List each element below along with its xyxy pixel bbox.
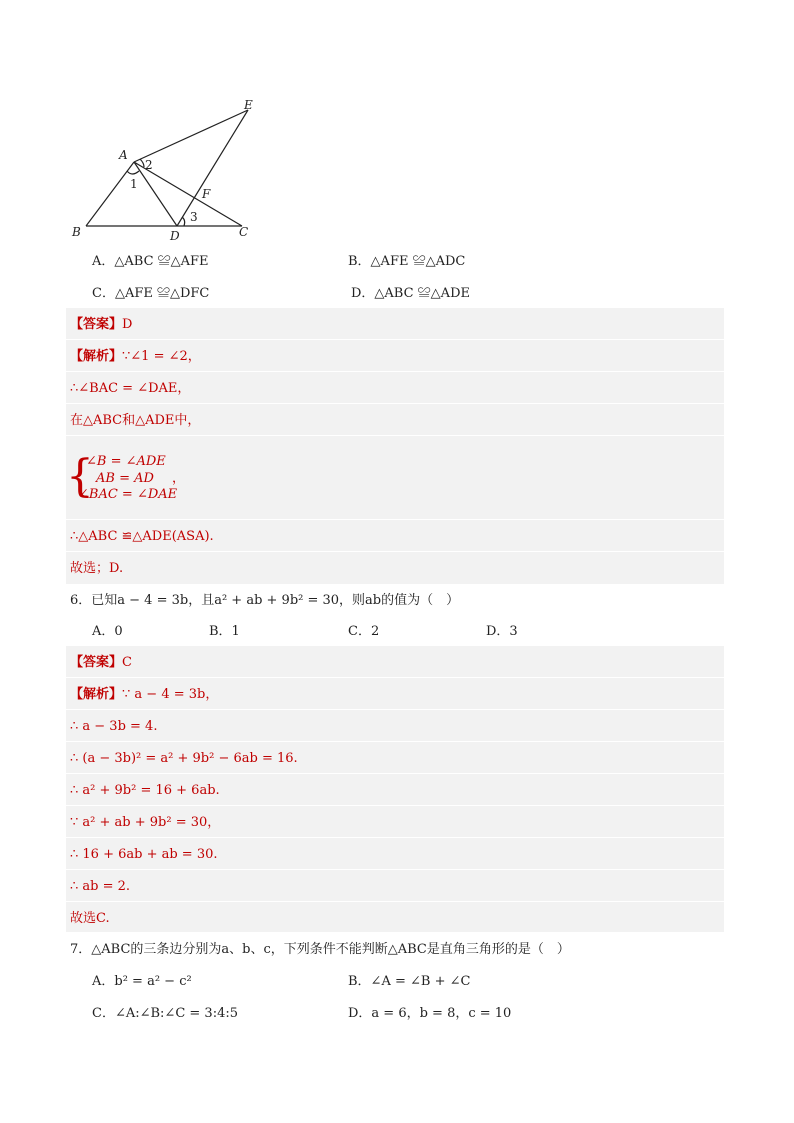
label-angle-1: 1 [130, 177, 138, 191]
q6-analysis-line-5: ∵ a² + ab + 9b² = 30， [70, 815, 221, 830]
segment-AD [134, 162, 177, 226]
answer-value: C [122, 655, 132, 670]
system-line-2: AB = AD [96, 471, 154, 486]
q5-answer [70, 317, 132, 333]
q7-option-b: B．∠A = ∠B + ∠C [348, 974, 471, 989]
q7-option-a: A．b² = a² − c² [92, 974, 192, 989]
label-angle-2: 2 [145, 158, 153, 172]
q5-analysis-line-1 [70, 349, 201, 365]
label-A: A [119, 148, 128, 162]
q7-stem: 7．△ABC的三条边分别为a、b、c，下列条件不能判断△ABC是直角三角形的是（ ） [70, 942, 570, 957]
angle-1-arc [127, 171, 139, 174]
q6-stem: 6．已知a − 4 = 3b，且a² + ab + 9b² = 30，则ab的值为（ ） [70, 593, 460, 608]
answer-value: D [122, 317, 133, 332]
q6-option-d: D．3 [486, 624, 518, 639]
angle-3-arc [182, 217, 185, 226]
q6-option-b: B．1 [209, 624, 240, 639]
label-D: D [170, 229, 180, 243]
triangle-figure [66, 95, 266, 245]
analysis-text: ∵∠1 = ∠2， [122, 349, 201, 364]
analysis-text: ∵ a − 4 = 3b， [122, 687, 219, 702]
q5-option-d: D．△ABC ≌△ADE [351, 286, 470, 301]
q5-option-b: B．△AFE ≌△ADC [348, 254, 466, 269]
analysis-tag: 【解析】 [70, 349, 123, 364]
label-B: B [72, 225, 81, 239]
q5-choose: 故选；D. [70, 561, 124, 576]
answer-tag: 【答案】 [70, 317, 123, 332]
q5-option-a: A．△ABC ≌△AFE [92, 254, 209, 269]
answer-tag: 【答案】 [70, 655, 123, 670]
q5-option-c: C．△AFE ≌△DFC [92, 286, 210, 301]
q7-option-c: C．∠A:∠B:∠C = 3:4:5 [92, 1006, 239, 1021]
label-E: E [244, 98, 253, 112]
q7-option-d: D．a = 6，b = 8，c = 10 [348, 1006, 512, 1021]
q6-answer [70, 655, 132, 671]
label-C: C [239, 225, 249, 239]
q5-conclusion: ∴△ABC ≌△ADE(ASA). [70, 529, 214, 544]
q6-option-c: C．2 [348, 624, 380, 639]
system-line-3: ∠BAC = ∠DAE [78, 487, 178, 502]
q5-analysis-line-2: ∴∠BAC = ∠DAE， [70, 381, 191, 396]
q6-analysis-line-7: ∴ ab = 2. [70, 879, 131, 894]
q6-analysis-line-1 [70, 687, 218, 703]
q5-analysis-line-3: 在△ABC和△ADE中， [70, 413, 201, 428]
system-tail: ， [172, 471, 186, 486]
label-F: F [202, 187, 211, 201]
q6-choose: 故选C. [70, 911, 110, 926]
label-angle-3: 3 [190, 210, 198, 224]
system-line-1: ∠B = ∠ADE [86, 454, 166, 469]
segment-AE [134, 110, 248, 162]
q6-analysis-line-3: ∴ (a − 3b)² = a² + 9b² − 6ab = 16. [70, 751, 298, 766]
q6-analysis-line-6: ∴ 16 + 6ab + ab = 30. [70, 847, 218, 862]
system-brace: { [66, 451, 94, 502]
q6-option-a: A．0 [92, 624, 123, 639]
q6-analysis-line-4: ∴ a² + 9b² = 16 + 6ab. [70, 783, 220, 798]
q6-analysis-line-2: ∴ a − 3b = 4. [70, 719, 158, 734]
analysis-tag: 【解析】 [70, 687, 123, 702]
